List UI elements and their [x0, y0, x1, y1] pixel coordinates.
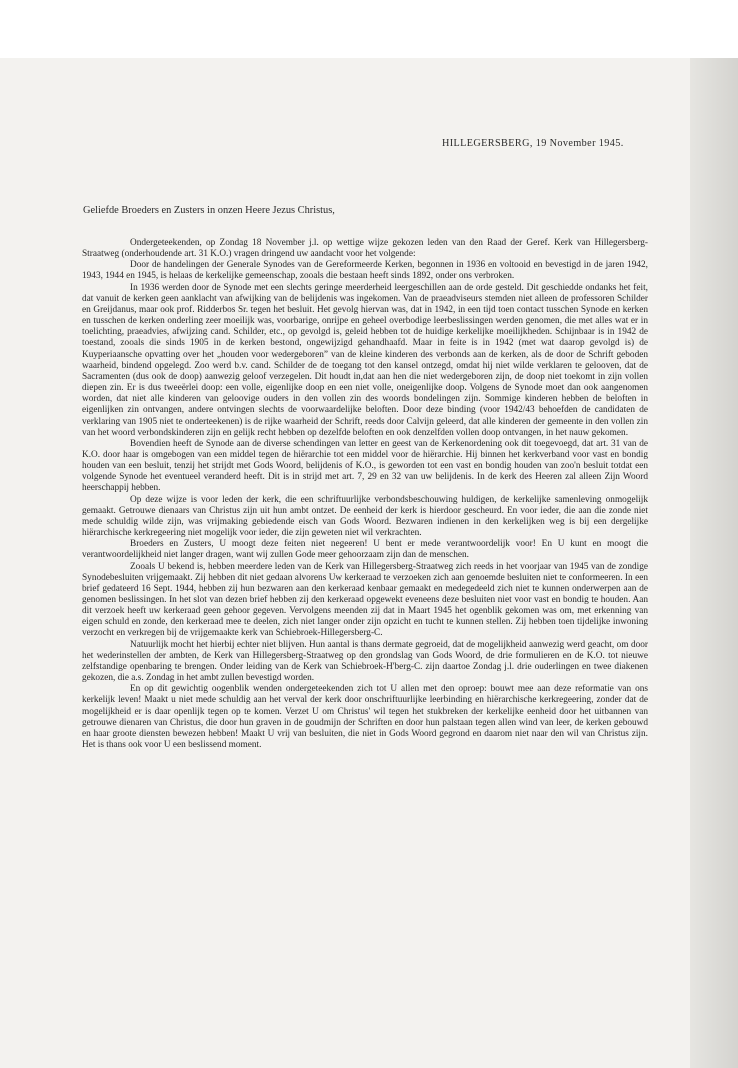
- scan-top-margin: [0, 0, 738, 58]
- paragraph: Ondergeteekenden, op Zondag 18 November j.l. op wettige wijze gekozen leden van den Raad der Geref. Kerk van Hillegersberg-Straatweg (onderhoudende art. 31 K.O.) vragen dringend uw aandacht voor het volgende:: [82, 238, 648, 260]
- salutation: Geliefde Broeders en Zusters in onzen Heere Jezus Christus,: [83, 205, 335, 216]
- date-line: HILLEGERSBERG, 19 November 1945.: [442, 138, 624, 149]
- paragraph: Natuurlijk mocht het hierbij echter niet blijven. Hun aantal is thans dermate gegroeid, dat de mogelijkheid aanwezig werd geacht, om door het wederinstellen der ambten, de Kerk van Hillegersberg-Straatweg op den grondslag van Gods Woord, de drie formulieren en de K.O. tot nieuwe zelfstandige openbaring te brengen. Onder leiding van de Kerk van Schiebroek-H'berg-C. zijn daartoe Zondag j.l. drie ouderlingen en twee diakenen gekozen, die a.s. Zondag in het ambt zullen bevestigd worden.: [82, 639, 648, 684]
- paragraph: Zooals U bekend is, hebben meerdere leden van de Kerk van Hillegersberg-Straatweg zich reeds in het voorjaar van 1945 van de zondige Synodebesluiten vrijgemaakt. Zij hebben dit niet gedaan alvorens Uw kerkeraad te verzoeken zich aan genoemde besluiten niet te conformeeren. In een brief gedateerd 16 Sept. 1944, hebben zij hun bezwaren aan den kerkeraad kenbaar gemaakt en medegedeeld zich niet te kunnen onderwerpen aan de genomen beslissingen. In het slot van dezen brief hebben zij den kerkeraad opgewekt eveneens deze besluiten niet voor vast en bondig te houden. Aan dit verzoek heeft uw kerkeraad geen gehoor gegeven. Vervolgens meenden zij dat in Maart 1945 het ogenblik gekomen was om, met erkenning van eigen schuld en zonde, den kerkeraad mee te deelen, zich niet langer onder zijn opzicht en tucht te kunnen stellen. Zij hebben toen tijdelijke inwoning verzocht en verkregen bij de vrijgemaakte kerk van Schiebroek-Hillegersberg-C.: [82, 561, 648, 639]
- letter-body: [82, 238, 648, 751]
- paragraph: In 1936 werden door de Synode met een slechts geringe meerderheid leergeschillen aan de orde gesteld. Dit geschiedde ondanks het feit, dat vanuit de kerken geen aanklacht van afwijking van de belijdenis was ingekomen. Van de praeadviseurs stemden niet alleen de professoren Schilder en Greijdanus, maar ook prof. Ridderbos Sr. tegen het besluit. Het gevolg hiervan was, dat in 1942, in een tijd toen contact tusschen Synode en kerken en tusschen de kerken onderling zeer moeilijk was, voorbarige, onrijpe en geheel overbodige leerbeslissingen werden genomen, die met alles wat er in toelichting, praeadvies, afwijzing cand. Schilder, etc., op gevolgd is, geleid hebben tot de huidige kerkelijke moeilijkheden. Schijnbaar is in 1942 de toestand, zooals die sinds 1905 in de kerken bestond, ongewijzigd gehandhaafd. Maar in feite is in 1942 (met wat daarop gevolgd is) de Kuyperiaansche opvatting over het „houden voor wedergeboren” van de kleine kinderen des verbonds aan de kerken, als de door de Schrift geboden waarheid, bindend opgelegd. Zoo werd b.v. cand. Schilder de de toegang tot den kansel ontzegd, omdat hij niet wilde verklaren te gelooven, dat de Sacramenten (dus ook de doop) aanwezig geloof verzegelen. Dit houdt in,dat aan hen die niet wedergeboren zijn, de doop niet toekomt in zijn vollen diepen zin. Er is dus tweeërlei doop: een volle, eigenlijke doop en een niet volle, oneigenlijke doop. Volgens de Synode moet dan ook aangenomen worden, dat niet alle kinderen van geloovige ouders in den vollen zin des woords bondelingen zijn. Sommige kinderen hebben de beloften in eigenlijken zin ontvangen, andere ontvingen slechts de voorwaardelijke beloften. Door deze binding (voor 1942/43 behoefden de candidaten de verklaring van 1905 niet te onderteekenen) is de rijke waarheid der Schrift, reeds door Calvijn geleerd, dat alle kinderen der gemeente in den vollen zin van het woord verbondskinderen zijn en gelijk recht hebben op dezelfde beloften en ook denzelfden vollen doop ontvangen, in het nauw gekomen.: [82, 282, 648, 438]
- paragraph: Op deze wijze is voor leden der kerk, die een schriftuurlijke verbondsbeschouwing huldigen, de kerkelijke samenleving onmogelijk gemaakt. Getrouwe dienaars van Christus zijn uit hun ambt ontzet. De eenheid der kerk is hierdoor gescheurd. En voor ieder, die aan die zonde niet mede schuldig wilde zijn, was vrijmaking gebiedende eisch van Gods Woord. Bezwaren indienen in den kerkelijken weg is bij een dergelijke hiërarchische kerkregeering niet mogelijk voor ieder, die zijn geweten niet wil verkrachten.: [82, 494, 648, 539]
- paragraph: En op dit gewichtig oogenblik wenden ondergeteekenden zich tot U allen met den oproep: bouwt mee aan deze reformatie van ons kerkelijk leven! Maakt u niet mede schuldig aan het verval der kerk door onschriftuurlijke leerbinding en hiërarchische kerkregeering, zonder dat de mogelijkheid er is daar openlijk tegen op te komen. Verzet U om Christus' wil tegen het stukbreken der kerkelijke eenheid door het uitbannen van getrouwe dienaren van Christus, die door hun graven in de goudmijn der Schriften en door hun palstaan tegen allen wind van leer, de kerken gebouwd en haar groote diensten bewezen hebben! Maakt U vrij van besluiten, die niet in Gods Woord gegrond en daarom niet naar den wil van Christus zijn. Het is thans ook voor U een beslissend moment.: [82, 684, 648, 751]
- paragraph: Door de handelingen der Generale Synodes van de Gereformeerde Kerken, begonnen in 1936 en voltooid en bevestigd in de jaren 1942, 1943, 1944 en 1945, is helaas de kerkelijke gemeenschap, zooals die bestaan heeft sinds 1892, onder ons verbroken.: [82, 260, 648, 282]
- paragraph: Broeders en Zusters, U moogt deze feiten niet negeeren! U bent er mede verantwoordelijk voor! En U kunt en moogt die verantwoordelijkheid niet langer dragen, want wij zullen Gode meer gehoorzaam zijn dan de menschen.: [82, 539, 648, 561]
- paragraph: Bovendien heeft de Synode aan de diverse schendingen van letter en geest van de Kerkenordening ook dit toegevoegd, dat art. 31 van de K.O. door haar is omgebogen van een middel tegen de hiërarchie tot een middel voor de hiërarchie. Hij binnen het kerkverband voor vast en bondig houden van een besluit, tenzij het strijdt met Gods Woord, belijdenis of K.O., is geworden tot een vast en bondig houden van zoo'n besluit totdat een volgende Synode het eventueel veranderd heeft. Dit is in strijd met art. 7, 29 en 32 van uw belijdenis. In de kerk des Heeren zal alleen Zijn Woord heerschappij hebben.: [82, 438, 648, 494]
- page-edge-shadow: [690, 58, 738, 1068]
